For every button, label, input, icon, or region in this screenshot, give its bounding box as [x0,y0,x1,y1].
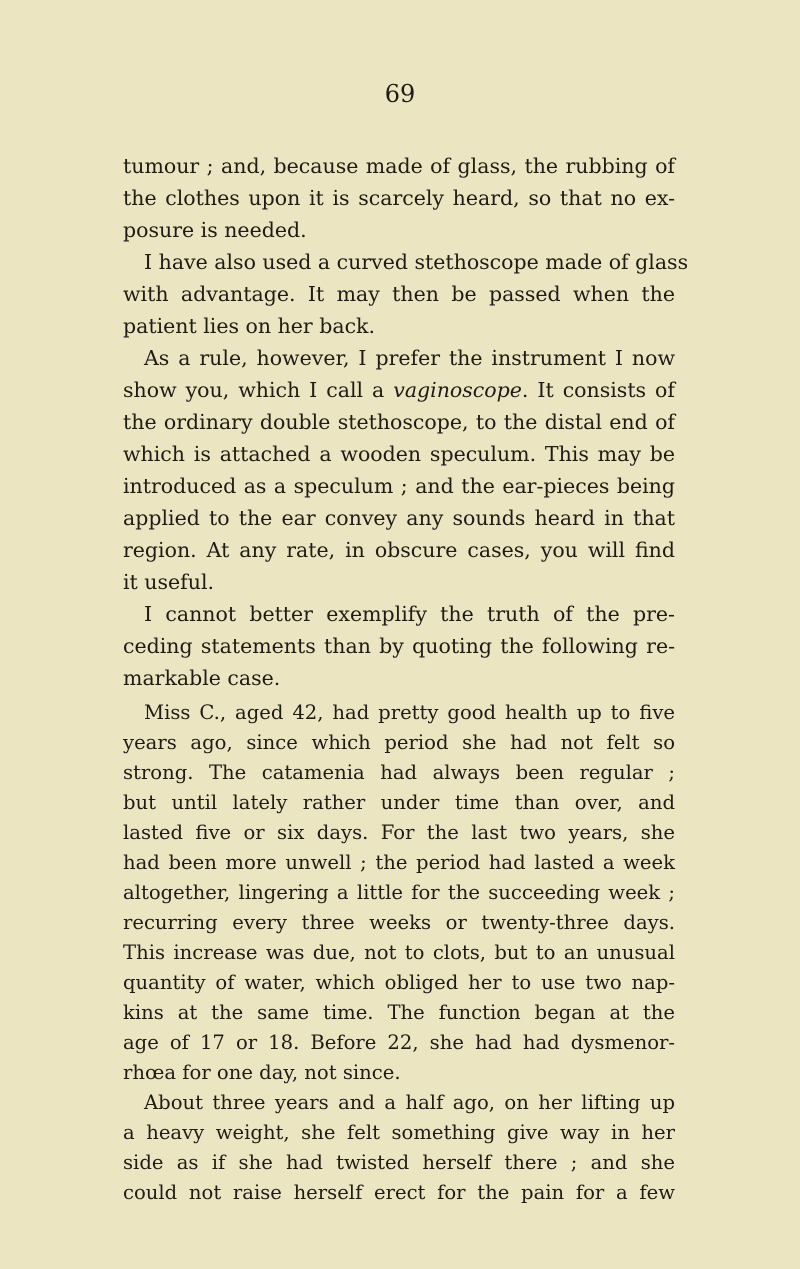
text-line: quantity of water, which obliged her to use two nap- [123,971,675,994]
text-line: but until lately rather under time than over, and [123,791,675,814]
text-line: strong. The catamenia had always been regular ; [123,761,675,784]
text-line: kins at the same time. The function began at the [123,1001,675,1024]
text-line: altogether, lingering a little for the succeeding week ; [123,881,675,904]
text-line: applied to the ear convey any sounds heard in that [123,506,675,530]
text-line: had been more unwell ; the period had lasted a week [123,851,675,874]
text-line: I have also used a curved stethoscope made of glass [144,250,689,274]
text-run: show you, which I call a [123,378,385,402]
text-line-mixed [123,374,675,406]
text-line: the ordinary double stethoscope, to the distal end of [123,410,675,434]
text-line: patient lies on her back. [123,314,375,338]
text-line: which is attached a wooden speculum. This may be [123,442,675,466]
text-line: a heavy weight, she felt something give way in her [123,1121,675,1144]
text-line: side as if she had twisted herself there ; and she [123,1151,675,1174]
text-line: tumour ; and, because made of glass, the rubbing of [123,154,675,178]
italic-term: vaginoscope [393,378,522,402]
text-line: markable case. [123,666,281,690]
text-line: Miss C., aged 42, had pretty good health up to five [144,701,675,724]
text-line: with advantage. It may then be passed when the [123,282,675,306]
text-line: could not raise herself erect for the pain for a few [123,1181,675,1204]
text-line: ceding statements than by quoting the following re- [123,634,675,658]
text-line: About three years and a half ago, on her lifting up [144,1091,675,1114]
text-line: As a rule, however, I prefer the instrument I now [144,346,675,370]
text-run: . It consists of [521,378,675,402]
text-line: introduced as a speculum ; and the ear-pieces being [123,474,675,498]
text-line: it useful. [123,570,215,594]
text-line: years ago, since which period she had not felt so [123,731,675,754]
text-line: rhœa for one day, not since. [123,1061,401,1084]
text-line: age of 17 or 18. Before 22, she had had dysmenor- [123,1031,675,1054]
text-line: I cannot better exemplify the truth of the pre- [144,602,675,626]
text-line: This increase was due, not to clots, but to an unusual [123,941,675,964]
text-line: region. At any rate, in obscure cases, you will find [123,538,675,562]
text-line: the clothes upon it is scarcely heard, so that no ex- [123,186,675,210]
page-number: 69 [384,80,416,108]
text-line: recurring every three weeks or twenty-three days. [123,911,675,934]
text-line: posure is needed. [123,218,307,242]
text-line: lasted five or six days. For the last two years, she [123,821,675,844]
